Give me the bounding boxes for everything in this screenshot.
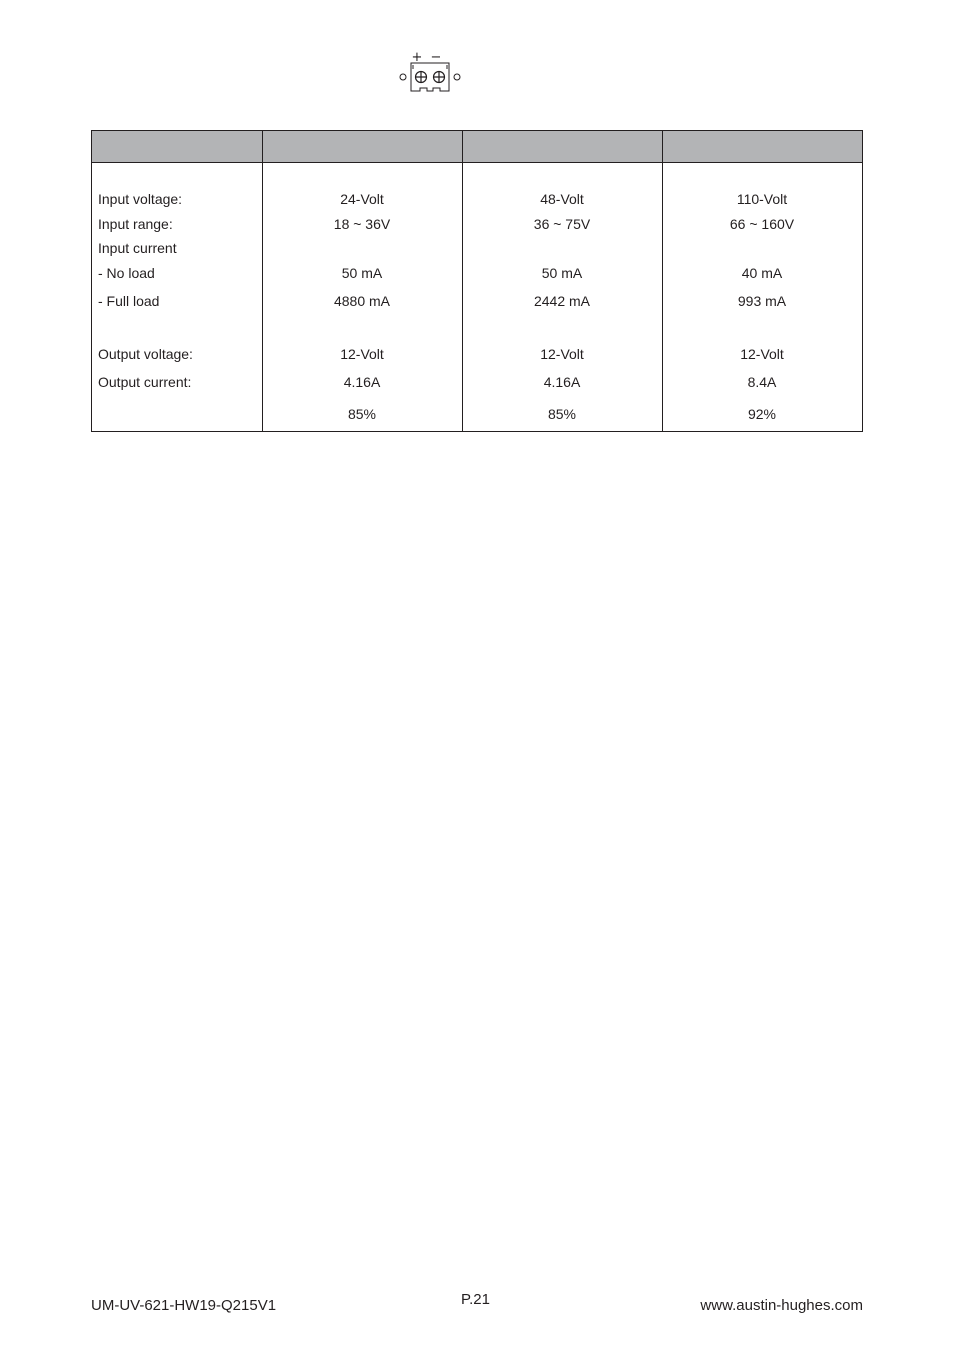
value-110v-efficiency: 92% <box>747 406 777 422</box>
value-48v-output-voltage: 12-Volt <box>540 346 584 362</box>
value-24v-output-current: 4.16A <box>343 374 381 390</box>
value-48v-input-voltage: 48-Volt <box>540 191 584 207</box>
value-24v-efficiency: 85% <box>347 406 377 422</box>
row-label-output-current: Output current: <box>98 374 192 390</box>
page-number: P.21 <box>461 1291 490 1308</box>
value-48v-no-load: 50 mA <box>541 265 583 281</box>
value-110v-output-voltage: 12-Volt <box>740 346 784 362</box>
row-label-input-range: Input range: <box>98 216 173 232</box>
website-url: www.austin-hughes.com <box>700 1297 863 1314</box>
terminal-block-diagram <box>398 50 462 96</box>
value-24v-full-load: 4880 mA <box>333 293 391 309</box>
value-24v-output-voltage: 12-Volt <box>340 346 384 362</box>
value-48v-full-load: 2442 mA <box>533 293 591 309</box>
table-header-row <box>92 131 862 163</box>
value-110v-full-load: 993 mA <box>737 293 787 309</box>
value-110v-input-voltage: 110-Volt <box>736 191 788 207</box>
value-110v-output-current: 8.4A <box>747 374 777 390</box>
row-label-no-load: - No load <box>98 265 155 281</box>
value-48v-input-range: 36 ~ 75V <box>533 216 591 232</box>
value-24v-input-range: 18 ~ 36V <box>333 216 391 232</box>
value-48v-efficiency: 85% <box>547 406 577 422</box>
document-code: UM-UV-621-HW19-Q215V1 <box>91 1297 277 1314</box>
value-48v-output-current: 4.16A <box>543 374 581 390</box>
value-24v-input-voltage: 24-Volt <box>340 191 384 207</box>
row-label-output-voltage: Output voltage: <box>98 346 193 362</box>
row-label-input-current: Input current <box>98 240 177 256</box>
plus-sign: + <box>411 50 423 65</box>
power-spec-table <box>91 130 863 432</box>
value-110v-no-load: 40 mA <box>741 265 783 281</box>
value-24v-no-load: 50 mA <box>341 265 383 281</box>
value-110v-input-range: 66 ~ 160V <box>729 216 795 232</box>
minus-sign: − <box>430 50 442 65</box>
row-label-input-voltage: Input voltage: <box>98 191 183 207</box>
row-label-full-load: - Full load <box>98 293 160 309</box>
